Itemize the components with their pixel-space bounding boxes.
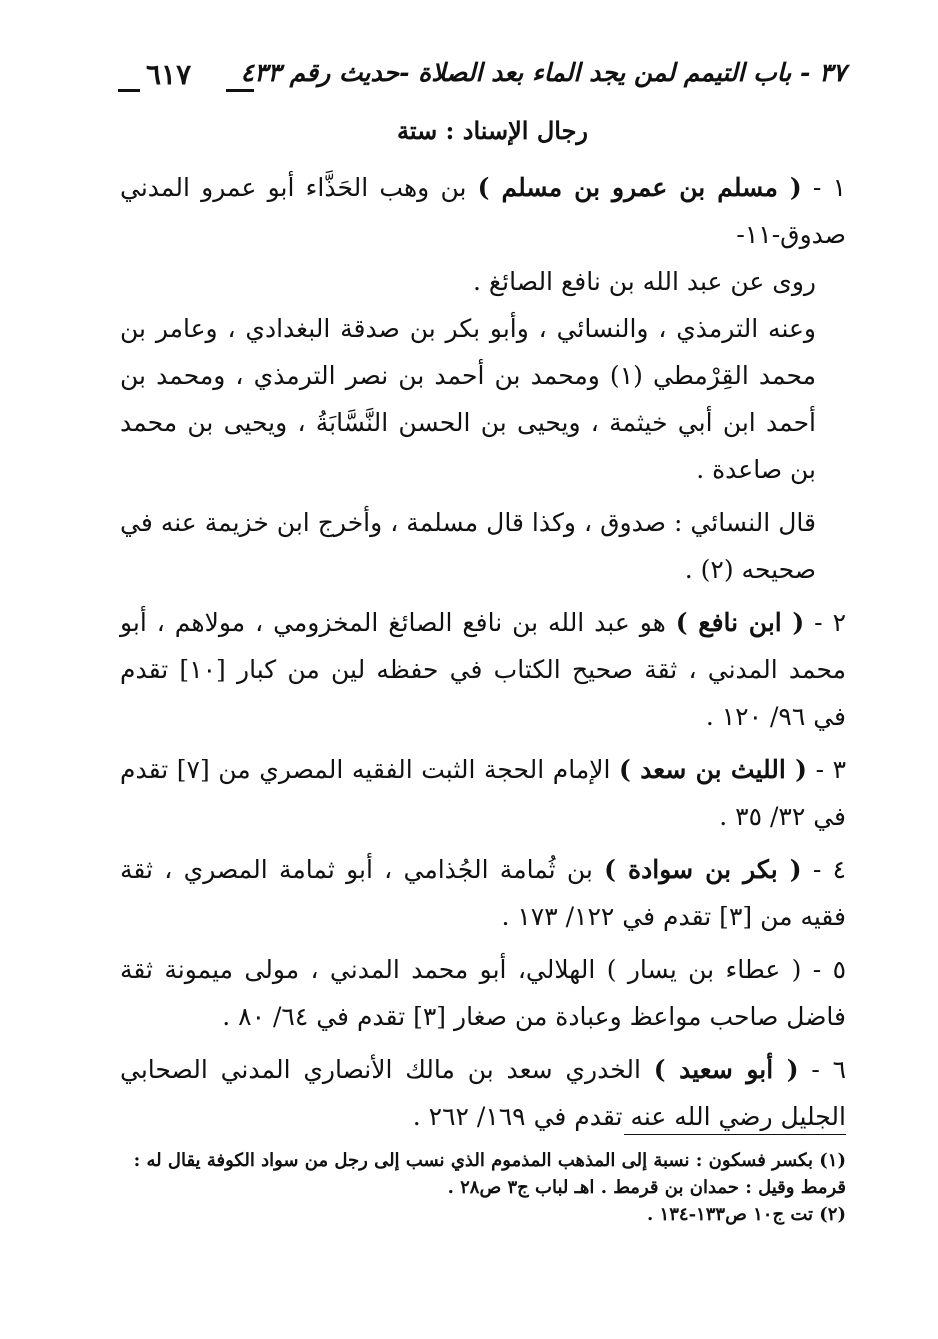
grading-note: [120, 499, 846, 593]
entry-text: وعنه الترمذي ، والنسائي ، وأبو بكر بن صدقة البغدادي ، وعامر بن محمد القِرْمطي (١) ومحمد بن أحمد بن نصر الترمذي ، ومحمد بن أحمد ابن أبي خيثمة ، ويحيى بن الحسن النَّسَّابَةُ ، ويحيى بن محمد بن صاعدة .: [120, 314, 816, 484]
narrators-body: [120, 164, 846, 1140]
narrator-entry-1: [120, 164, 846, 258]
section-title: رجال الإسناد : ستة: [396, 116, 588, 145]
entry-text: الإمام الحجة الثبت الفقيه المصري من [٧] تقدم في ٣٢/ ٣٥ .: [120, 755, 846, 831]
footnote-1: (١) بكسر فسكون : نسبة إلى المذهب المذموم الذي نسب إلى رجل من سواد الكوفة يقال له : قرمط وقيل : حمدان بن قرمط . اهـ لباب ج٣ ص٢٨ .: [133, 1150, 846, 1198]
entry-text: روى عن عبد الله بن نافع الصائغ .: [472, 267, 816, 296]
entry-number: ٤ -: [801, 855, 846, 884]
entry-text: بن ثُمامة الجُذامي ، أبو ثمامة المصري ، ثقة فقيه من [٣] تقدم في ١٢٢/ ١٧٣ .: [120, 855, 846, 931]
entry-text: هو عبد الله بن نافع الصائغ المخزومي ، مولاهم ، أبو محمد المدني ، ثقة صحيح الكتاب في حفظه لين من كبار [١٠] تقدم في ٩٦/ ١٢٠ .: [120, 608, 846, 731]
entry-text: قال النسائي : صدوق ، وكذا قال مسلمة ، وأخرج ابن خزيمة عنه في صحيحه (٢) .: [120, 508, 816, 584]
narrator-name: ( عطاء بن يسار ): [606, 955, 802, 984]
narrator-entry-6: [120, 1046, 846, 1140]
narrated-from: [120, 258, 846, 305]
entry-number: ١ -: [801, 173, 846, 202]
entry-number: ٣ -: [807, 755, 847, 784]
narrator-name: ( أبو سعيد ): [653, 1055, 799, 1084]
narrator-name: ( الليث بن سعد ): [619, 755, 808, 784]
entry-number: ٥ -: [801, 955, 847, 984]
narrator-entry-4: [120, 846, 846, 940]
narrator-name: ( بكر بن سوادة ): [604, 855, 802, 884]
narrator-entry-3: [120, 746, 846, 840]
header-title: ٣٧ - باب التيمم لمن يجد الماء بعد الصلاة -حديث رقم ٤٣٣: [240, 58, 846, 87]
entry-text: الخدري سعد بن مالك الأنصاري المدني الصحابي الجليل رضي الله عنه تقدم في ١٦٩/ ٢٦٢ .: [120, 1055, 846, 1131]
narrator-name: ( مسلم بن عمرو بن مسلم ): [477, 173, 802, 202]
entry-number: ٦ -: [798, 1055, 847, 1084]
header-dash: [118, 89, 140, 92]
narrator-entry-5: [120, 946, 846, 1040]
entry-text: الهلالي، أبو محمد المدني ، مولى ميمونة ثقة فاضل صاحب مواعظ وعبادة من صغار [٣] تقدم في ٦٤/ ٨٠ .: [120, 955, 846, 1031]
entry-number: ٢ -: [804, 608, 847, 637]
footnote-2: (٢) تت ج١٠ ص١٣٣-١٣٤ .: [647, 1204, 846, 1225]
narrator-entry-2: [120, 599, 846, 740]
entry-text: بن وهب الحَذَّاء أبو عمرو المدني صدوق-١١-: [120, 173, 846, 249]
page-header: [118, 56, 846, 102]
narrator-name: ( ابن نافع ): [675, 608, 805, 637]
narrated-by: [120, 305, 846, 493]
page-number: ٦١٧: [146, 58, 192, 91]
footnotes: [118, 1147, 846, 1228]
footnote-rule: [624, 1134, 846, 1135]
header-rule: [226, 89, 254, 92]
